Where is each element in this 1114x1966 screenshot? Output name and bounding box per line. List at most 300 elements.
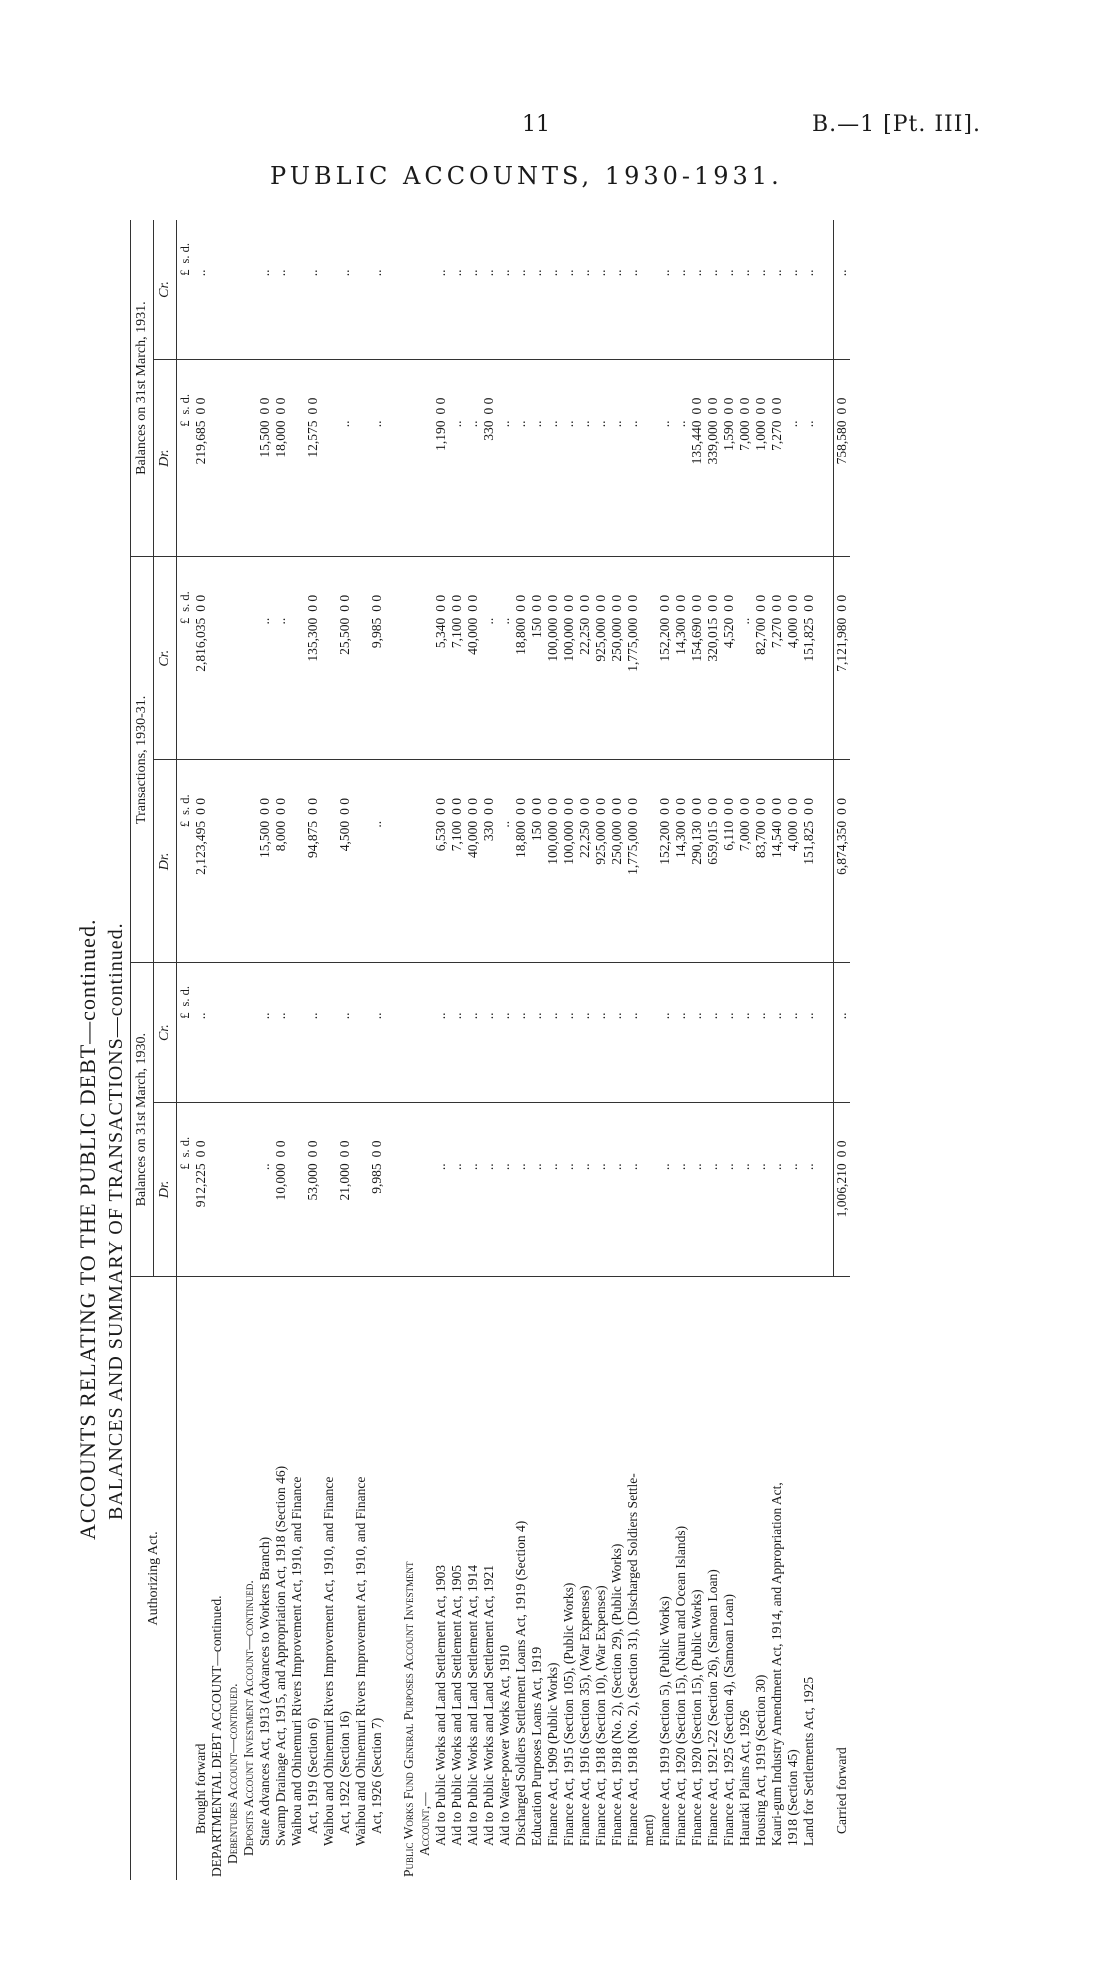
cell-amount: ..: [721, 1160, 737, 1276]
cell-shillings-pence: [321, 760, 337, 818]
table-row: [401, 220, 417, 1880]
cell-amount: ..: [369, 1009, 385, 1102]
cell-amount: ..: [609, 267, 625, 360]
cell-amount: [225, 1160, 241, 1276]
cell-shillings-pence: [641, 557, 657, 615]
cell-amount: ..: [257, 615, 273, 760]
cell-amount: ..: [785, 267, 801, 360]
cell-amount: [289, 267, 305, 360]
cell-amount: ..: [449, 1009, 465, 1102]
cell-amount: [321, 417, 337, 556]
cell-shillings-pence: [401, 1102, 417, 1160]
header-balances-1930: Balances on 31st March, 1930.: [131, 963, 154, 1276]
cell-shillings-pence: 0 0: [449, 798, 464, 815]
cell-shillings-pence: 0 0: [625, 594, 640, 612]
cell-shillings-pence: [545, 220, 561, 267]
cell-shillings-pence: [801, 220, 817, 267]
cell-shillings-pence: [401, 220, 417, 267]
cell-amount: ..: [577, 267, 593, 360]
cell-shillings-pence: [385, 220, 401, 267]
cell-amount: ..: [753, 267, 769, 360]
cell-shillings-pence: [321, 220, 337, 267]
cell-amount: [817, 1009, 834, 1102]
table-row: [321, 220, 337, 1880]
cell-shillings-pence: 0 0: [721, 798, 736, 815]
cell-amount: 14,540: [769, 818, 785, 963]
cell-amount: ..: [545, 267, 561, 360]
cell-shillings-pence: [369, 359, 385, 417]
table-row: [834, 220, 851, 1880]
cell-amount: ..: [529, 1009, 545, 1102]
cell-shillings-pence: [209, 1102, 225, 1160]
cell-shillings-pence: [785, 359, 801, 417]
cell-shillings-pence: [289, 359, 305, 417]
cell-amount: ..: [721, 267, 737, 360]
cell-shillings-pence: 0 0: [769, 594, 784, 612]
row-act: Finance Act, 1918 (No. 2), (Section 31), (Discharged Soldiers Settle-: [625, 1473, 640, 1846]
cell-amount: 7,000: [737, 818, 753, 963]
table-row: [801, 220, 817, 1880]
row-act: Education Purposes Loans Act, 1919: [529, 1646, 544, 1846]
cell-shillings-pence: [289, 220, 305, 267]
cell-shillings-pence: 0 0: [689, 594, 704, 612]
cell-shillings-pence: 0 0: [545, 594, 560, 612]
table-row: [433, 220, 449, 1880]
cell-shillings-pence: [673, 359, 689, 417]
cell-shillings-pence: 0 0: [529, 798, 544, 815]
cell-amount: 6,530: [433, 818, 449, 963]
cell-amount: 7,100: [449, 818, 465, 963]
cell-shillings-pence: 0 0: [193, 594, 208, 612]
cell-amount: ..: [497, 615, 513, 760]
cell-shillings-pence: [737, 1102, 753, 1160]
cell-amount: 1,775,000: [625, 818, 641, 963]
cell-shillings-pence: [721, 963, 737, 1009]
cell-shillings-pence: [305, 963, 321, 1009]
table-row: [289, 220, 305, 1880]
cell-amount: [225, 615, 241, 760]
cell-shillings-pence: [834, 963, 851, 1009]
cell-amount: 7,121,980: [834, 615, 851, 760]
cell-amount: ..: [465, 1009, 481, 1102]
cell-shillings-pence: [801, 1102, 817, 1160]
cell-shillings-pence: [513, 963, 529, 1009]
cell-amount: 152,200: [657, 615, 673, 760]
cell-shillings-pence: [753, 220, 769, 267]
cell-amount: [417, 1009, 433, 1102]
cell-shillings-pence: [705, 963, 721, 1009]
cell-shillings-pence: [497, 760, 513, 818]
table-row: [481, 220, 497, 1880]
cell-shillings-pence: 0 0: [834, 1102, 851, 1160]
row-act: Deposits Account Investment Account—continued.: [241, 1580, 256, 1856]
cell-shillings-pence: 0 0: [193, 798, 208, 815]
cell-amount: ..: [673, 1160, 689, 1276]
cell-shillings-pence: [273, 963, 289, 1009]
cell-shillings-pence: 0 0: [305, 397, 320, 415]
cell-shillings-pence: [497, 557, 513, 615]
cell-shillings-pence: 0 0: [465, 594, 480, 612]
cell-shillings-pence: [673, 963, 689, 1009]
row-act: Debentures Account—continued.: [225, 1683, 240, 1864]
row-act: Hauraki Plains Act, 1926: [737, 1710, 752, 1846]
cell-shillings-pence: [273, 557, 289, 615]
cell-shillings-pence: [513, 1102, 529, 1160]
cell-amount: ..: [593, 1009, 609, 1102]
cell-shillings-pence: [369, 963, 385, 1009]
cell-shillings-pence: 0 0: [305, 1140, 320, 1158]
cell-shillings-pence: 0 0: [561, 798, 576, 815]
cell-amount: ..: [465, 417, 481, 556]
cell-shillings-pence: 0 0: [705, 594, 720, 612]
table-row: [673, 220, 689, 1880]
cell-amount: ..: [337, 1009, 353, 1102]
cell-shillings-pence: 0 0: [753, 397, 768, 415]
cell-amount: [209, 1009, 225, 1102]
table-row: [257, 220, 273, 1880]
cell-shillings-pence: [417, 963, 433, 1009]
cell-shillings-pence: [609, 359, 625, 417]
cell-amount: ..: [657, 1009, 673, 1102]
cell-shillings-pence: [561, 963, 577, 1009]
cell-amount: 912,225: [193, 1160, 209, 1276]
cell-shillings-pence: [657, 963, 673, 1009]
cell-amount: [417, 267, 433, 360]
accounts-table: [130, 220, 850, 1880]
cell-shillings-pence: [481, 557, 497, 615]
cell-amount: 219,685: [193, 417, 209, 556]
cell-shillings-pence: [497, 963, 513, 1009]
row-act: Account,—: [417, 1792, 432, 1856]
cell-amount: ..: [257, 1160, 273, 1276]
row-act: Waihou and Ohinemuri Rivers Improvement Act, 1910, and Finance: [353, 1476, 368, 1846]
row-act: [385, 1276, 401, 1880]
cell-shillings-pence: [209, 359, 225, 417]
cell-shillings-pence: 0 0: [193, 397, 208, 415]
cell-shillings-pence: [545, 359, 561, 417]
cell-amount: ..: [801, 417, 817, 556]
cell-shillings-pence: 0 0: [609, 798, 624, 815]
cell-shillings-pence: [657, 1102, 673, 1160]
cell-shillings-pence: [657, 359, 673, 417]
table-row: [769, 220, 785, 1880]
cell-amount: 135,440: [689, 417, 705, 556]
row-act: Waihou and Ohinemuri Rivers Improvement Act, 1910, and Finance: [321, 1476, 336, 1846]
cell-amount: 22,250: [577, 615, 593, 760]
cell-shillings-pence: [609, 220, 625, 267]
cell-amount: ..: [513, 267, 529, 360]
cell-amount: ..: [593, 267, 609, 360]
cell-shillings-pence: [449, 220, 465, 267]
cell-shillings-pence: [353, 359, 369, 417]
cell-amount: 10,000: [273, 1160, 289, 1276]
cell-shillings-pence: [641, 760, 657, 818]
header-b31-cr: Cr.: [154, 220, 177, 359]
cell-shillings-pence: [481, 220, 497, 267]
cell-amount: ..: [433, 1009, 449, 1102]
cell-amount: ..: [737, 1160, 753, 1276]
cell-shillings-pence: [641, 220, 657, 267]
header-t-cr: Cr.: [154, 557, 177, 760]
cell-shillings-pence: 0 0: [834, 359, 851, 417]
cell-shillings-pence: [257, 1102, 273, 1160]
cell-amount: [385, 267, 401, 360]
cell-shillings-pence: 0 0: [769, 798, 784, 815]
cell-amount: ..: [337, 267, 353, 360]
cell-shillings-pence: [337, 963, 353, 1009]
cell-shillings-pence: 0 0: [305, 798, 320, 815]
cell-shillings-pence: 0 0: [513, 798, 528, 815]
cell-shillings-pence: [561, 359, 577, 417]
cell-shillings-pence: [401, 359, 417, 417]
cell-shillings-pence: 0 0: [721, 594, 736, 612]
cell-shillings-pence: [241, 359, 257, 417]
cell-shillings-pence: [353, 220, 369, 267]
cell-amount: 758,580: [834, 417, 851, 556]
cell-shillings-pence: [225, 220, 241, 267]
cell-shillings-pence: [801, 963, 817, 1009]
cell-amount: 18,000: [273, 417, 289, 556]
cell-shillings-pence: [337, 220, 353, 267]
cell-shillings-pence: [625, 1102, 641, 1160]
cell-amount: ..: [673, 1009, 689, 1102]
table-row: [753, 220, 769, 1880]
cell-amount: [321, 267, 337, 360]
cell-shillings-pence: [401, 963, 417, 1009]
cell-amount: [641, 267, 657, 360]
cell-shillings-pence: 0 0: [737, 397, 752, 415]
cell-shillings-pence: 0 0: [449, 594, 464, 612]
cell-amount: ..: [705, 1160, 721, 1276]
cell-amount: ..: [705, 1009, 721, 1102]
cell-amount: [817, 615, 834, 760]
cell-amount: 100,000: [561, 615, 577, 760]
cell-shillings-pence: 0 0: [801, 798, 816, 815]
cell-shillings-pence: [657, 220, 673, 267]
cell-shillings-pence: [817, 963, 834, 1009]
cell-amount: [289, 818, 305, 963]
row-act: Public Works Fund General Purposes Account Investment: [401, 1561, 416, 1877]
cell-amount: [209, 1160, 225, 1276]
cell-amount: ..: [593, 1160, 609, 1276]
cell-shillings-pence: [497, 1102, 513, 1160]
cell-amount: [321, 615, 337, 760]
cell-shillings-pence: 0 0: [673, 594, 688, 612]
cell-amount: [321, 1009, 337, 1102]
document-reference: B.—1 [Pt. III].: [812, 112, 982, 137]
cell-amount: 40,000: [465, 818, 481, 963]
cell-shillings-pence: 0 0: [193, 1140, 208, 1158]
cell-amount: ..: [481, 1160, 497, 1276]
cell-shillings-pence: 0 0: [513, 594, 528, 612]
cell-shillings-pence: [465, 1102, 481, 1160]
cell-shillings-pence: [417, 760, 433, 818]
cell-amount: 18,800: [513, 818, 529, 963]
cell-amount: 1,590: [721, 417, 737, 556]
cell-shillings-pence: [241, 963, 257, 1009]
cell-shillings-pence: [769, 963, 785, 1009]
cell-shillings-pence: 0 0: [481, 397, 496, 415]
header-t-dr: Dr.: [154, 760, 177, 963]
cell-shillings-pence: [225, 1102, 241, 1160]
cell-amount: ..: [593, 417, 609, 556]
cell-shillings-pence: [241, 557, 257, 615]
cell-shillings-pence: [353, 557, 369, 615]
table-row: [241, 220, 257, 1880]
cell-amount: 4,000: [785, 818, 801, 963]
table-row: [369, 220, 385, 1880]
cell-amount: ..: [753, 1160, 769, 1276]
cell-shillings-pence: [593, 1102, 609, 1160]
cell-shillings-pence: [417, 220, 433, 267]
cell-shillings-pence: 0 0: [257, 397, 272, 415]
table-row: [353, 220, 369, 1880]
cell-shillings-pence: [481, 1102, 497, 1160]
table-row: [593, 220, 609, 1880]
row-act: Finance Act, 1919 (Section 5), (Public Works): [657, 1596, 672, 1846]
cell-shillings-pence: [273, 220, 289, 267]
cell-amount: ..: [193, 267, 209, 360]
cell-amount: [353, 818, 369, 963]
row-act: Finance Act, 1918 (No. 2), (Section 29), (Public Works): [609, 1543, 624, 1846]
cell-shillings-pence: [561, 220, 577, 267]
cell-shillings-pence: [385, 359, 401, 417]
cell-shillings-pence: 0 0: [257, 798, 272, 815]
cell-amount: 7,270: [769, 417, 785, 556]
cell-amount: 21,000: [337, 1160, 353, 1276]
cell-shillings-pence: [433, 963, 449, 1009]
cell-shillings-pence: 0 0: [769, 397, 784, 415]
row-act: Finance Act, 1920 (Section 15), (Nauru and Ocean Islands): [673, 1525, 688, 1846]
cell-amount: ..: [273, 267, 289, 360]
cell-shillings-pence: [321, 963, 337, 1009]
row-act: Discharged Soldiers Settlement Loans Act, 1919 (Section 4): [513, 1520, 528, 1846]
cell-shillings-pence: [609, 1102, 625, 1160]
cell-amount: ..: [497, 818, 513, 963]
cell-shillings-pence: 0 0: [273, 397, 288, 415]
cell-amount: 1,190: [433, 417, 449, 556]
cell-shillings-pence: 0 0: [785, 798, 800, 815]
cell-amount: 151,825: [801, 818, 817, 963]
cell-amount: ..: [481, 615, 497, 760]
cell-shillings-pence: 0 0: [369, 1140, 384, 1158]
table-row: [305, 220, 321, 1880]
cell-amount: ..: [753, 1009, 769, 1102]
cell-amount: ..: [834, 267, 851, 360]
cell-amount: ..: [497, 1009, 513, 1102]
row-act: Act, 1919 (Section 6): [305, 1717, 320, 1834]
row-act: [817, 1276, 834, 1880]
cell-amount: ..: [785, 417, 801, 556]
cell-shillings-pence: [497, 359, 513, 417]
header-b30-cr: Cr.: [154, 963, 177, 1102]
cell-shillings-pence: [529, 963, 545, 1009]
cell-shillings-pence: [529, 1102, 545, 1160]
cell-shillings-pence: [225, 557, 241, 615]
cell-amount: 1,006,210: [834, 1160, 851, 1276]
cell-amount: [209, 615, 225, 760]
cell-amount: ..: [545, 1009, 561, 1102]
cell-shillings-pence: [449, 359, 465, 417]
cell-shillings-pence: [481, 963, 497, 1009]
cell-shillings-pence: [593, 220, 609, 267]
cell-shillings-pence: [737, 963, 753, 1009]
cell-shillings-pence: [817, 557, 834, 615]
cell-amount: 8,000: [273, 818, 289, 963]
cell-shillings-pence: [593, 359, 609, 417]
header-b30-dr: Dr.: [154, 1102, 177, 1276]
cell-amount: 330: [481, 417, 497, 556]
cell-shillings-pence: [625, 963, 641, 1009]
cell-shillings-pence: [465, 220, 481, 267]
cell-shillings-pence: [321, 557, 337, 615]
cell-amount: 659,015: [705, 818, 721, 963]
cell-shillings-pence: 0 0: [834, 760, 851, 818]
cell-shillings-pence: [817, 220, 834, 267]
cell-shillings-pence: [401, 557, 417, 615]
cell-shillings-pence: [385, 557, 401, 615]
cell-amount: [417, 1160, 433, 1276]
cell-amount: 53,000: [305, 1160, 321, 1276]
cell-shillings-pence: 0 0: [753, 798, 768, 815]
cell-amount: ..: [529, 267, 545, 360]
cell-amount: [641, 1009, 657, 1102]
cell-amount: [385, 818, 401, 963]
cell-amount: ..: [657, 417, 673, 556]
cell-amount: [817, 267, 834, 360]
cell-shillings-pence: [753, 1102, 769, 1160]
cell-amount: ..: [545, 417, 561, 556]
cell-shillings-pence: 0 0: [433, 798, 448, 815]
cell-amount: ..: [625, 1009, 641, 1102]
header-balances-1931: Balances on 31st March, 1931.: [131, 220, 154, 557]
row-act: Finance Act, 1916 (Section 35), (War Expenses): [577, 1585, 592, 1846]
cell-amount: ..: [561, 1009, 577, 1102]
cell-amount: ..: [465, 267, 481, 360]
cell-amount: ..: [497, 267, 513, 360]
cell-amount: [417, 818, 433, 963]
cell-shillings-pence: [465, 963, 481, 1009]
cell-amount: ..: [801, 1160, 817, 1276]
cell-shillings-pence: [353, 963, 369, 1009]
header-b31-dr: Dr.: [154, 359, 177, 556]
cell-amount: [401, 615, 417, 760]
cell-shillings-pence: [529, 220, 545, 267]
row-act: Swamp Drainage Act, 1915, and Appropriation Act, 1918 (Section 46): [273, 1465, 288, 1846]
table-row: [657, 220, 673, 1880]
cell-shillings-pence: [785, 220, 801, 267]
cell-amount: [401, 1160, 417, 1276]
cell-amount: [817, 818, 834, 963]
cell-amount: ..: [481, 267, 497, 360]
cell-amount: [401, 818, 417, 963]
cell-shillings-pence: [641, 1102, 657, 1160]
cell-shillings-pence: 0 0: [433, 594, 448, 612]
header-transactions: Transactions, 1930-31.: [131, 557, 154, 963]
table-row: [609, 220, 625, 1880]
cell-amount: 2,123,495: [193, 818, 209, 963]
cell-amount: [321, 1160, 337, 1276]
cell-amount: ..: [609, 417, 625, 556]
cell-shillings-pence: [417, 557, 433, 615]
cell-amount: 94,875: [305, 818, 321, 963]
cell-amount: 4,520: [721, 615, 737, 760]
cell-amount: [225, 267, 241, 360]
cell-amount: ..: [801, 267, 817, 360]
cell-shillings-pence: [337, 359, 353, 417]
cell-amount: ..: [257, 267, 273, 360]
cell-shillings-pence: [513, 220, 529, 267]
